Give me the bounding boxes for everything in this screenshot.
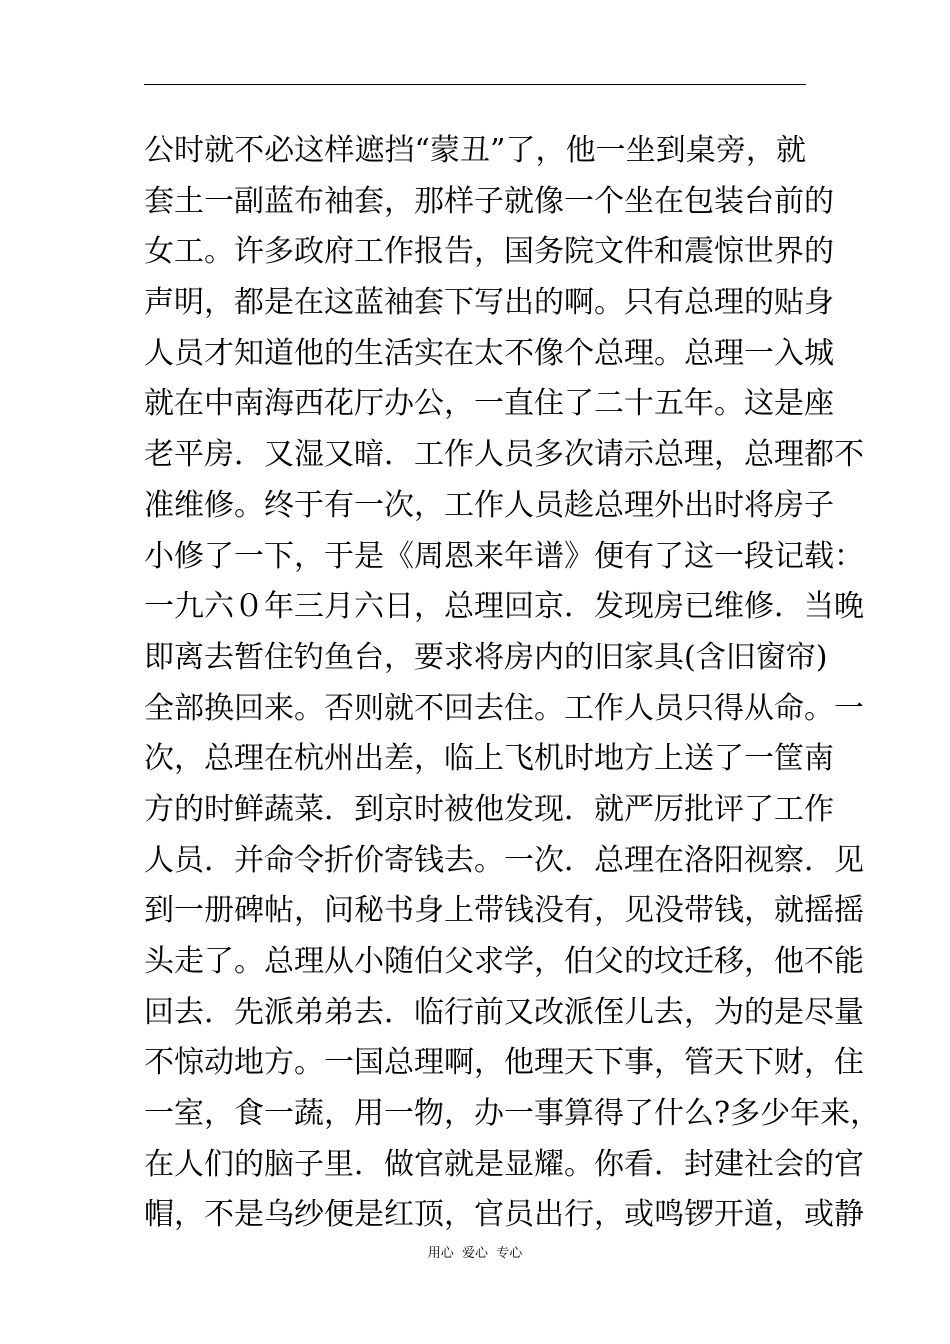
text-line: 全部换回来。否则就不回去住。工作人员只得从命。一 xyxy=(144,690,864,726)
text-line: 帽，不是乌纱便是红顶，官员出行，或鸣锣开道，或静 xyxy=(144,1197,864,1233)
text-line: 声明，都是在这蓝袖套下写出的啊。只有总理的贴身 xyxy=(144,285,834,321)
text-line: 一九六０年三月六日，总理回京．发现房已维修．当晚 xyxy=(144,589,864,625)
text-line: 女工。许多政府工作报告，国务院文件和震惊世界的 xyxy=(144,234,834,270)
text-line: 方的时鲜蔬菜．到京时被他发现．就严厉批评了工作 xyxy=(144,791,834,827)
text-line: 一室，食一蔬，用一物，办一事算得了什么?多少年来， xyxy=(144,1096,881,1132)
text-line: 人员才知道他的生活实在太不像个总理。总理一入城 xyxy=(144,335,834,371)
text-line: 头走了。总理从小随伯父求学，伯父的坟迁移，他不能 xyxy=(144,944,864,979)
text-line: 次，总理在杭州出差，临上飞机时地方上送了一筐南 xyxy=(144,741,834,777)
text-line: 套土一副蓝布袖套，那样子就像一个坐在包装台前的 xyxy=(144,183,834,219)
text-line: 在人们的脑子里．做官就是显耀。你看．封建社会的官 xyxy=(144,1146,864,1182)
text-line: 小修了一下，于是《周恩来年谱》便有了这一段记载： xyxy=(144,538,864,574)
text-line: 回去．先派弟弟去．临行前又改派侄儿去，为的是尽量 xyxy=(144,994,864,1030)
body-text xyxy=(144,126,881,1241)
page-footer: 用心 爱心 专心 xyxy=(427,1246,523,1261)
text-line: 到一册碑帖，问秘书身上带钱没有，见没带钱，就摇摇 xyxy=(144,893,864,929)
text-line: 就在中南海西花厅办公，一直住了二十五年。这是座 xyxy=(144,386,834,422)
text-line: 即离去暂住钓鱼台，要求将房内的旧家具(含旧窗帘) xyxy=(144,639,828,675)
text-line: 人员．并命令折价寄钱去。一次．总理在洛阳视察．见 xyxy=(144,842,864,878)
text-line: 老平房．又湿又暗．工作人员多次请示总理，总理都不 xyxy=(144,437,864,473)
text-line: 不惊动地方。一国总理啊，他理天下事，管天下财，住 xyxy=(144,1045,864,1081)
text-line: 公时就不必这样遮挡“蒙丑”了，他一坐到桌旁，就 xyxy=(144,133,806,168)
header-rule xyxy=(144,84,806,85)
text-line: 准维修。终于有一次，工作人员趁总理外出时将房子 xyxy=(144,487,834,523)
